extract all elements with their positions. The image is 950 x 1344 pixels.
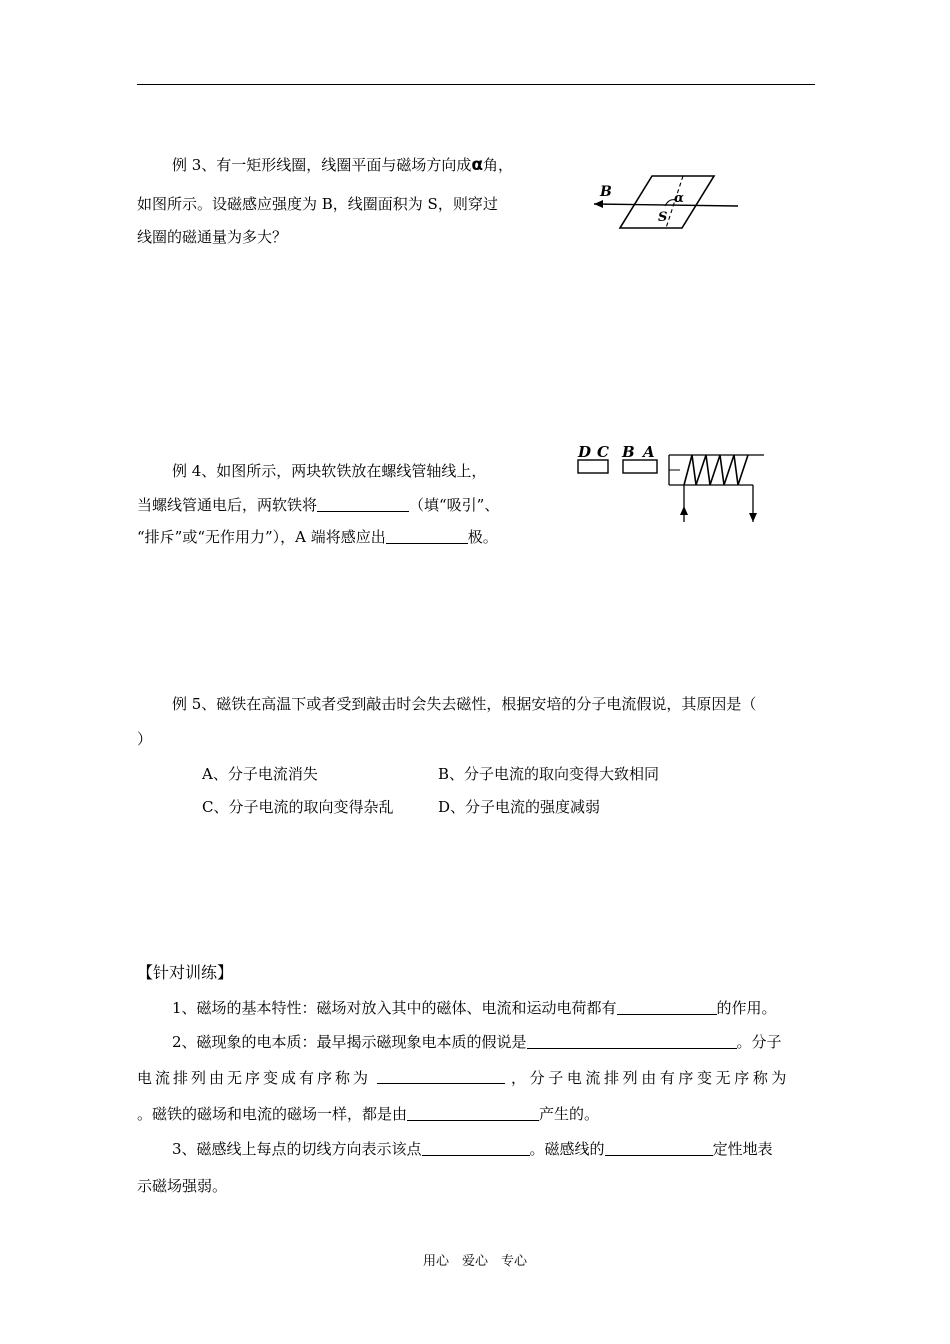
coil-windings	[684, 455, 748, 485]
item2-line2-text-end: ，分子电流排列由有序变无序称为	[511, 1069, 791, 1087]
training-item-2-line3	[137, 1104, 599, 1124]
field-arrowhead	[594, 200, 603, 208]
item1-text: 1、磁场的基本特性：磁场对放入其中的磁体、电流和运动电荷都有	[172, 999, 617, 1017]
item3-text-mid: 。磁感线的	[529, 1140, 605, 1158]
example5-question-end: ）	[137, 730, 153, 748]
option-c: C、分子电流的取向变得杂乱	[202, 798, 394, 816]
header-rule	[137, 84, 815, 85]
label-a: A	[643, 443, 655, 461]
example4-choices: （填“吸引”、	[409, 496, 500, 514]
option-d: D、分子电流的强度减弱	[438, 798, 601, 816]
example3-text: 例 3、有一矩形线圈，线圈平面与磁场方向成	[172, 156, 472, 174]
item3-text: 3、磁感线上每点的切线方向表示该点	[172, 1140, 422, 1158]
training-item-1	[172, 998, 777, 1018]
soft-iron-ba	[623, 460, 657, 473]
item1-text-end: 的作用。	[716, 999, 777, 1017]
lead-left-arrow	[680, 506, 688, 515]
example4-line2	[137, 495, 499, 515]
answer-blank-2a[interactable]	[527, 1033, 737, 1049]
label-b: B	[622, 443, 635, 461]
page-footer: 用心 爱心 专心	[422, 1254, 527, 1269]
example4-line1: 例 4、如图所示，两块软铁放在螺线管轴线上，	[172, 462, 487, 480]
coil-in-field-figure	[590, 168, 745, 238]
option-b: B、分子电流的取向变得大致相同	[438, 765, 660, 783]
answer-blank-1[interactable]	[617, 999, 717, 1015]
option-a: A、分子电流消失	[202, 765, 318, 783]
example4-line3	[137, 527, 498, 547]
label-alpha: α	[674, 191, 685, 206]
answer-blank-force[interactable]	[317, 496, 409, 512]
example3-line2: 如图所示。设磁感应强度为 B，线圈面积为 S，则穿过	[137, 195, 498, 213]
example4-text-end: 极。	[467, 528, 498, 546]
item3-text-end: 定性地表	[712, 1140, 773, 1158]
example4-text: “排斥”或“无作用力”），A 端将感应出	[137, 528, 386, 546]
item2-line3-text: 。磁铁的磁场和电流的磁场一样，都是由	[137, 1105, 408, 1123]
label-b: B	[600, 184, 612, 200]
alpha-symbol: α	[471, 155, 484, 175]
answer-blank-2c[interactable]	[407, 1105, 539, 1121]
training-item-3	[172, 1139, 773, 1159]
label-d: D	[578, 443, 592, 461]
solenoid-figure	[572, 440, 772, 525]
item2-text-end: 。分子	[736, 1033, 782, 1051]
example4-text: 当螺线管通电后，两软铁将	[137, 496, 318, 514]
example3-line1	[172, 155, 513, 175]
example3-line3: 线圈的磁通量为多大？	[137, 228, 288, 246]
soft-iron-dc	[578, 460, 608, 473]
item2-line3-text-end: 产生的。	[539, 1105, 600, 1123]
answer-blank-3a[interactable]	[422, 1140, 530, 1156]
training-item-2-line2	[137, 1068, 815, 1088]
example5-question: 例 5、磁铁在高温下或者受到敲击时会失去磁性，根据安培的分子电流假说，其原因是（	[172, 695, 757, 713]
example3-text-end: 角，	[483, 156, 514, 174]
label-s: S	[658, 210, 668, 225]
answer-blank-3b[interactable]	[605, 1140, 713, 1156]
training-item-3-line2: 示磁场强弱。	[137, 1177, 228, 1195]
answer-blank-pole[interactable]	[386, 528, 468, 544]
label-c: C	[597, 443, 609, 461]
item2-line2-text: 电流排列由无序变成有序称为	[137, 1069, 372, 1087]
item2-text: 2、磁现象的电本质：最早揭示磁现象电本质的假说是	[172, 1033, 527, 1051]
lead-right-arrow	[749, 513, 757, 522]
training-item-2	[172, 1032, 782, 1052]
training-heading: 【针对训练】	[137, 963, 234, 982]
answer-blank-2b[interactable]	[377, 1068, 505, 1084]
